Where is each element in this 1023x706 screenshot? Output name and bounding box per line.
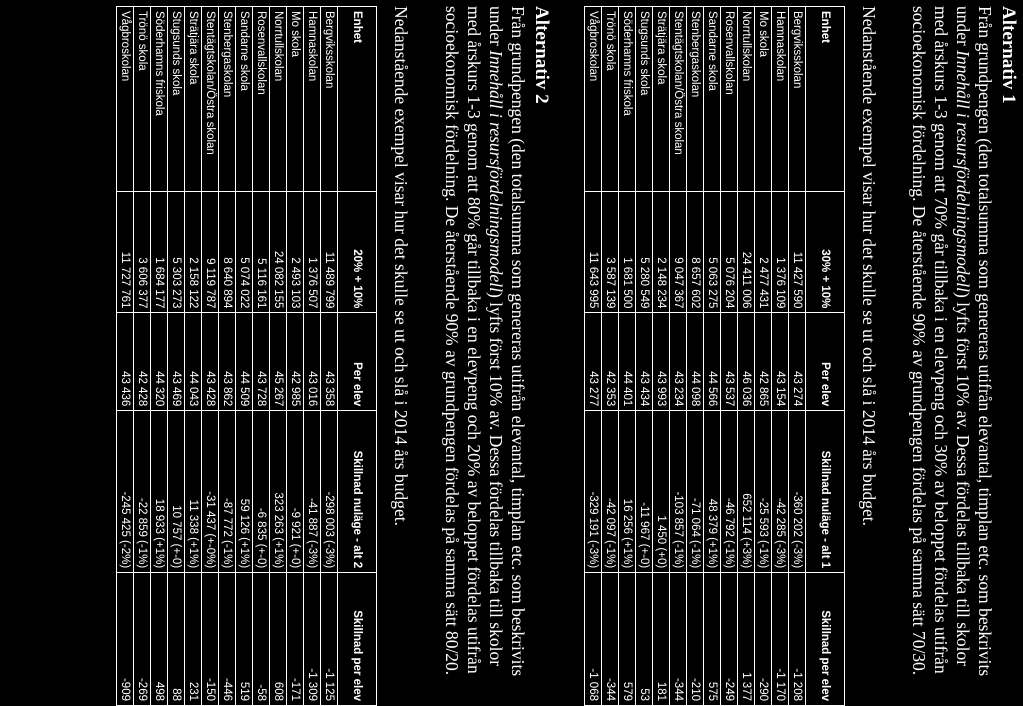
table-cell: 43 277 bbox=[585, 313, 602, 411]
table-cell: 5 303 273 bbox=[168, 192, 185, 313]
table-cell: -245 425 (-2%) bbox=[117, 411, 134, 573]
table-cell: Norrtullskolan bbox=[738, 7, 755, 192]
table-cell: 5 280 549 bbox=[636, 192, 653, 313]
table-cell: Strätjära skola bbox=[653, 7, 670, 192]
table-row bbox=[202, 7, 219, 706]
table-cell: 42 985 bbox=[287, 313, 304, 411]
table-row bbox=[151, 7, 168, 706]
table-cell: 43 274 bbox=[789, 313, 806, 411]
table-row bbox=[134, 7, 151, 706]
alt2-table-body bbox=[117, 7, 338, 706]
table-cell: Vågbroskolan bbox=[585, 7, 602, 192]
table-row bbox=[236, 7, 253, 706]
table-cell: -1 309 bbox=[304, 573, 321, 706]
alt2-header-col-skillnad-per-elev: Skillnad per elev bbox=[338, 573, 377, 706]
table-cell: -909 bbox=[117, 573, 134, 706]
table-cell: Trönö skola bbox=[602, 7, 619, 192]
table-cell: Hamnaskolan bbox=[772, 7, 789, 192]
table-cell: 43 728 bbox=[253, 313, 270, 411]
table-cell: 652 114 (+3%) bbox=[738, 411, 755, 573]
alt1-table-header bbox=[806, 7, 845, 706]
table-cell: Stentägtskolan/Östra skolan bbox=[670, 7, 687, 192]
alt2-table bbox=[116, 6, 377, 706]
table-cell: 44 401 bbox=[619, 313, 636, 411]
table-row bbox=[789, 7, 806, 706]
table-cell: -11 967 (+-0) bbox=[636, 411, 653, 573]
table-cell: 579 bbox=[619, 573, 636, 706]
table-cell: 5 074 022 bbox=[236, 192, 253, 313]
alt1-header-col-enhet: Enhet bbox=[806, 7, 845, 192]
alt1-header-col-skillnad: Skillnad nuläge - alt 1 bbox=[806, 411, 845, 573]
table-cell: -171 bbox=[287, 573, 304, 706]
table-cell: 3 587 139 bbox=[602, 192, 619, 313]
table-row bbox=[304, 7, 321, 706]
table-cell: Sandarne skola bbox=[704, 7, 721, 192]
table-cell: 43 434 bbox=[636, 313, 653, 411]
table-cell: -25 593 (-1%) bbox=[755, 411, 772, 573]
table-row bbox=[670, 7, 687, 706]
table-cell: 46 036 bbox=[738, 313, 755, 411]
table-cell: 24 411 006 bbox=[738, 192, 755, 313]
table-cell: Söderhamns friskola bbox=[619, 7, 636, 192]
table-cell: -1 170 bbox=[772, 573, 789, 706]
table-cell: Mo skola bbox=[755, 7, 772, 192]
table-cell: 43 154 bbox=[772, 313, 789, 411]
table-cell: Stenbergaskolan bbox=[687, 7, 704, 192]
table-cell: 608 bbox=[270, 573, 287, 706]
table-cell: 11 727 761 bbox=[117, 192, 134, 313]
alt2-header-col-skillnad: Skillnad nuläge - alt 2 bbox=[338, 411, 377, 573]
table-cell: 53 bbox=[636, 573, 653, 706]
table-cell: 42 353 bbox=[602, 313, 619, 411]
table-cell: Bergviksskolan bbox=[789, 7, 806, 192]
table-cell: 1 450 (+0) bbox=[653, 411, 670, 573]
table-row bbox=[287, 7, 304, 706]
alt2-intro-sentence: Nedanstående exempel visar hur det skulle se ut och slå i 2014 års budget. bbox=[391, 6, 411, 526]
table-cell: -87 772 (-1%) bbox=[219, 411, 236, 573]
table-cell: -71 064 (-1%) bbox=[687, 411, 704, 573]
table-cell: Stugsunds skola bbox=[636, 7, 653, 192]
table-row bbox=[219, 7, 236, 706]
table-row bbox=[585, 7, 602, 706]
table-row bbox=[602, 7, 619, 706]
table-cell: 2 477 431 bbox=[755, 192, 772, 313]
table-cell: 1 684 177 bbox=[151, 192, 168, 313]
table-cell: 44 043 bbox=[185, 313, 202, 411]
table-cell: 24 082 155 bbox=[270, 192, 287, 313]
alt2-header-col-per-elev: Per elev bbox=[338, 313, 377, 411]
table-cell: 11 489 799 bbox=[321, 192, 338, 313]
table-row bbox=[117, 7, 134, 706]
table-cell: 42 865 bbox=[755, 313, 772, 411]
alt2-table-header bbox=[338, 7, 377, 706]
alt1-paragraph bbox=[908, 6, 996, 696]
table-cell: 43 436 bbox=[117, 313, 134, 411]
table-row bbox=[619, 7, 636, 706]
table-cell: 1 681 500 bbox=[619, 192, 636, 313]
table-cell: -210 bbox=[687, 573, 704, 706]
table-cell: -249 bbox=[721, 573, 738, 706]
table-cell: -360 202 (-3%) bbox=[789, 411, 806, 573]
table-row bbox=[270, 7, 287, 706]
table-cell: -329 191 (-3%) bbox=[585, 411, 602, 573]
table-cell: -6 835 (+-0) bbox=[253, 411, 270, 573]
table-cell: 45 267 bbox=[270, 313, 287, 411]
table-cell: 1 376 109 bbox=[772, 192, 789, 313]
table-cell: -103 857 (-1%) bbox=[670, 411, 687, 573]
table-cell: -31 437 (+-0%) bbox=[202, 411, 219, 573]
table-cell: -344 bbox=[602, 573, 619, 706]
table-cell: 16 256 (+1%) bbox=[619, 411, 636, 573]
alt1-header-col-per-elev: Per elev bbox=[806, 313, 845, 411]
table-cell: 43 537 bbox=[721, 313, 738, 411]
table-cell: -298 003 (-3%) bbox=[321, 411, 338, 573]
alt2-heading: Alternativ 2 bbox=[531, 6, 552, 104]
alt1-heading: Alternativ 1 bbox=[998, 6, 1019, 104]
table-cell: -1 208 bbox=[789, 573, 806, 706]
table-cell: 5 076 204 bbox=[721, 192, 738, 313]
table-cell: 43 469 bbox=[168, 313, 185, 411]
table-cell: 5 116 161 bbox=[253, 192, 270, 313]
table-cell: 10 757 (+-0) bbox=[168, 411, 185, 573]
table-cell: 3 606 377 bbox=[134, 192, 151, 313]
table-row bbox=[653, 7, 670, 706]
table-cell: Rosenvallskolan bbox=[721, 7, 738, 192]
table-cell: Hamnaskolan bbox=[304, 7, 321, 192]
table-cell: 9 119 787 bbox=[202, 192, 219, 313]
table-cell: 43 016 bbox=[304, 313, 321, 411]
table-cell: 5 063 275 bbox=[704, 192, 721, 313]
table-row bbox=[704, 7, 721, 706]
table-cell: Norrtullskolan bbox=[270, 7, 287, 192]
alt2-para-part-b: ) lyfts först 10% av. Dessa fördelas tillbaka till skolor med årskurs 1-3 genom att 80% går tillbaka i en elevpeng och 20% av beloppet fördelas utifrån socioekonomisk fördelning. De återstående 90% av grundpengen fördelas på samma sätt 80/20. bbox=[442, 6, 506, 676]
table-cell: Söderhamns friskola bbox=[151, 7, 168, 192]
table-cell: 181 bbox=[653, 573, 670, 706]
alt1-intro-sentence: Nedanstående exempel visar hur det skulle se ut och slå i 2014 års budget. bbox=[859, 6, 879, 526]
table-cell: -150 bbox=[202, 573, 219, 706]
table-cell: -290 bbox=[755, 573, 772, 706]
table-cell: 8 640 894 bbox=[219, 192, 236, 313]
table-cell: 2 493 103 bbox=[287, 192, 304, 313]
table-cell: 43 862 bbox=[219, 313, 236, 411]
table-row bbox=[185, 7, 202, 706]
table-cell: 44 509 bbox=[236, 313, 253, 411]
alt1-para-part-a: Från grundpengen (den totalsumma som genereras utifrån elevantal, timplan etc. som beskrivits under bbox=[953, 6, 995, 677]
table-cell: 88 bbox=[168, 573, 185, 706]
table-cell: 8 657 602 bbox=[687, 192, 704, 313]
alt1-para-part-b: ) lyfts först 10% av. Dessa fördelas tillbaka till skolor med årskurs 1-3 genom att 70% går tillbaka i en elevpeng och 30% av beloppet fördelas utifrån socioekonomisk fördelning. De återstående 90% av grundpengen fördelas på samma sätt 70/30. bbox=[909, 6, 973, 676]
table-cell: Sandarne skola bbox=[236, 7, 253, 192]
table-row bbox=[687, 7, 704, 706]
table-cell: 44 098 bbox=[687, 313, 704, 411]
table-cell: -22 859 (-1%) bbox=[134, 411, 151, 573]
alt2-header-col-enhet: Enhet bbox=[338, 7, 377, 192]
table-cell: -446 bbox=[219, 573, 236, 706]
table-cell: 11 427 590 bbox=[789, 192, 806, 313]
table-cell: 231 bbox=[185, 573, 202, 706]
table-cell: 519 bbox=[236, 573, 253, 706]
table-cell: Trönö skola bbox=[134, 7, 151, 192]
table-cell: -1 125 bbox=[321, 573, 338, 706]
table-row bbox=[253, 7, 270, 706]
table-cell: 42 428 bbox=[134, 313, 151, 411]
table-cell: 2 148 234 bbox=[653, 192, 670, 313]
table-cell: 18 933 (+1%) bbox=[151, 411, 168, 573]
table-cell: -42 097 (-1%) bbox=[602, 411, 619, 573]
table-row bbox=[168, 7, 185, 706]
table-cell: 43 358 bbox=[321, 313, 338, 411]
table-cell: 43 234 bbox=[670, 313, 687, 411]
table-cell: 43 428 bbox=[202, 313, 219, 411]
table-cell: -9 921 (+-0) bbox=[287, 411, 304, 573]
alt1-table-body bbox=[585, 7, 806, 706]
table-cell: 48 379 (+1%) bbox=[704, 411, 721, 573]
table-cell: -46 792 (-1%) bbox=[721, 411, 738, 573]
table-cell: 44 566 bbox=[704, 313, 721, 411]
table-row bbox=[721, 7, 738, 706]
table-cell: 43 993 bbox=[653, 313, 670, 411]
table-cell: -58 bbox=[253, 573, 270, 706]
alt2-header-col-amount: 20% + 10% bbox=[338, 192, 377, 313]
table-cell: 59 126 (+1%) bbox=[236, 411, 253, 573]
table-cell: Rosenvallskolan bbox=[253, 7, 270, 192]
table-cell: 9 047 367 bbox=[670, 192, 687, 313]
table-cell: Bergviksskolan bbox=[321, 7, 338, 192]
table-row bbox=[755, 7, 772, 706]
table-row bbox=[321, 7, 338, 706]
table-cell: 2 158 122 bbox=[185, 192, 202, 313]
table-cell: -1 068 bbox=[585, 573, 602, 706]
alt1-header-col-amount: 30% + 10% bbox=[806, 192, 845, 313]
table-cell: -269 bbox=[134, 573, 151, 706]
table-row bbox=[636, 7, 653, 706]
table-cell: Mo skola bbox=[287, 7, 304, 192]
alt2-para-italic: Innehåll i resursfördelningsmodell bbox=[486, 50, 506, 292]
alt1-table bbox=[584, 6, 845, 706]
table-cell: 575 bbox=[704, 573, 721, 706]
table-cell: Stugsunds skola bbox=[168, 7, 185, 192]
table-row bbox=[772, 7, 789, 706]
alt1-header-col-skillnad-per-elev: Skillnad per elev bbox=[806, 573, 845, 706]
table-cell: 11 643 995 bbox=[585, 192, 602, 313]
alt2-para-part-a: Från grundpengen (den totalsumma som genereras utifrån elevantal, timplan etc. som beskrivits under bbox=[486, 6, 528, 677]
table-cell: -42 285 (-3%) bbox=[772, 411, 789, 573]
table-cell: 498 bbox=[151, 573, 168, 706]
alt2-paragraph bbox=[441, 6, 529, 696]
table-cell: 44 320 bbox=[151, 313, 168, 411]
table-cell: 1 377 bbox=[738, 573, 755, 706]
table-row bbox=[738, 7, 755, 706]
table-cell: 1 376 507 bbox=[304, 192, 321, 313]
table-cell: Strätjära skola bbox=[185, 7, 202, 192]
alt1-para-italic: Innehåll i resursfördelningsmodell bbox=[953, 50, 973, 292]
table-cell: 323 263 (+1%) bbox=[270, 411, 287, 573]
table-cell: 11 338 (+1%) bbox=[185, 411, 202, 573]
table-cell: Vågbroskolan bbox=[117, 7, 134, 192]
table-cell: -41 887 (-3%) bbox=[304, 411, 321, 573]
table-cell: -344 bbox=[670, 573, 687, 706]
table-cell: Stentägtskolan/Östra skolan bbox=[202, 7, 219, 192]
table-cell: Stenbergaskolan bbox=[219, 7, 236, 192]
